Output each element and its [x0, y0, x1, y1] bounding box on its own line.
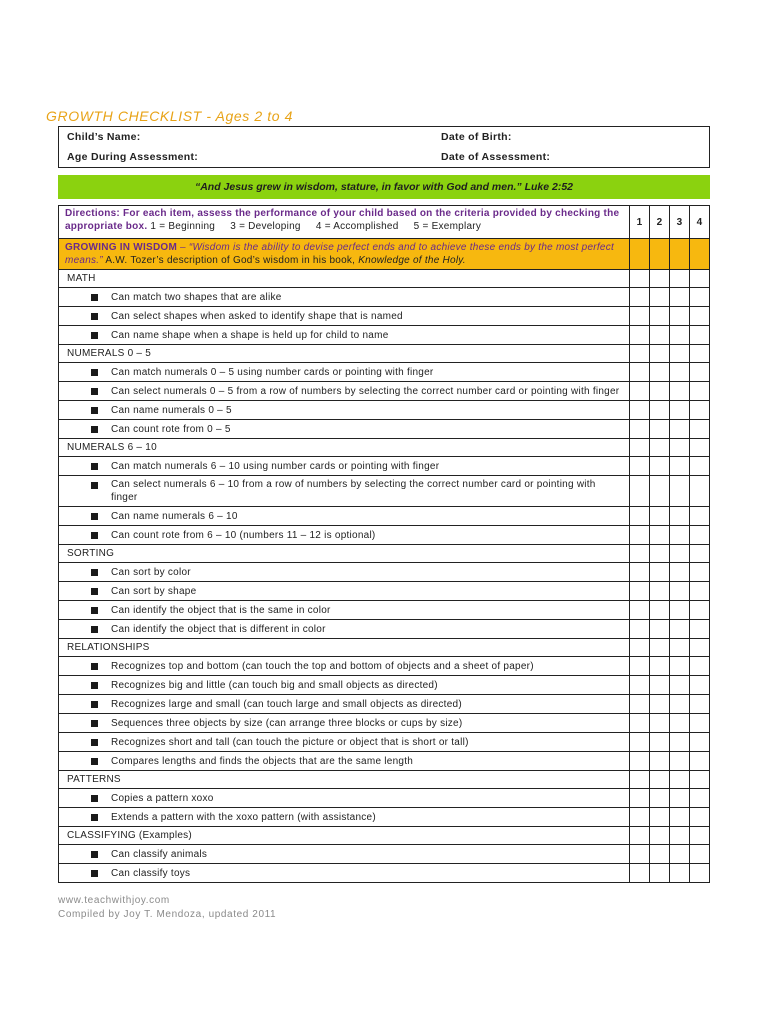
section-cell-1 — [630, 771, 650, 789]
rating-box-4[interactable] — [690, 401, 710, 420]
rating-box-4[interactable] — [690, 714, 710, 733]
rating-box-1[interactable] — [630, 695, 650, 714]
section-cell-2 — [650, 639, 670, 657]
checklist-item — [59, 601, 630, 620]
rating-box-2[interactable] — [650, 582, 670, 601]
checklist-table — [58, 205, 710, 883]
rating-box-2[interactable] — [650, 363, 670, 382]
checklist-item-row — [59, 789, 710, 808]
section-cell-1 — [630, 345, 650, 363]
square-bullet-icon — [91, 513, 98, 520]
rating-box-4[interactable] — [690, 620, 710, 639]
section-cell-4 — [690, 345, 710, 363]
square-bullet-icon — [91, 795, 98, 802]
checklist-item-row — [59, 288, 710, 307]
column-header-2: 2 — [650, 206, 670, 239]
checklist-item — [59, 714, 630, 733]
directions-cell — [59, 206, 630, 239]
rating-box-3[interactable] — [670, 382, 690, 401]
rating-box-3[interactable] — [670, 789, 690, 808]
checklist-item-row — [59, 752, 710, 771]
rating-box-4[interactable] — [690, 845, 710, 864]
checklist-item-row — [59, 526, 710, 545]
checklist-item — [59, 507, 630, 526]
checklist-item-row — [59, 845, 710, 864]
checklist-item — [59, 526, 630, 545]
rating-box-3[interactable] — [670, 864, 690, 883]
section-cell-1 — [630, 545, 650, 563]
square-bullet-icon — [91, 814, 98, 821]
section-cell-2 — [650, 771, 670, 789]
square-bullet-icon — [91, 532, 98, 539]
checklist-item-row — [59, 733, 710, 752]
directions-row — [59, 206, 710, 239]
rating-box-2[interactable] — [650, 457, 670, 476]
rating-box-1[interactable] — [630, 733, 650, 752]
growing-cell-2 — [650, 239, 670, 270]
checklist-item — [59, 676, 630, 695]
rating-box-1[interactable] — [630, 526, 650, 545]
checklist-item-row — [59, 363, 710, 382]
rating-box-2[interactable] — [650, 864, 670, 883]
rating-box-3[interactable] — [670, 307, 690, 326]
rating-box-4[interactable] — [690, 676, 710, 695]
rating-box-1[interactable] — [630, 657, 650, 676]
growing-attribution: A.W. Tozer’s description of God’s wisdom in his book, — [102, 255, 359, 266]
rating-box-2[interactable] — [650, 752, 670, 771]
rating-box-3[interactable] — [670, 676, 690, 695]
checklist-item-text: Can name shape when a shape is held up for child to name — [111, 329, 389, 341]
rating-box-3[interactable] — [670, 714, 690, 733]
checklist-item — [59, 326, 630, 345]
rating-box-4[interactable] — [690, 326, 710, 345]
rating-box-1[interactable] — [630, 457, 650, 476]
rating-box-2[interactable] — [650, 288, 670, 307]
square-bullet-icon — [91, 588, 98, 595]
rating-box-1[interactable] — [630, 363, 650, 382]
child-name-label: Child’s Name: — [59, 127, 442, 148]
checklist-item-row — [59, 476, 710, 507]
checklist-item-text: Can sort by color — [111, 566, 191, 578]
section-cell-2 — [650, 345, 670, 363]
rating-box-4[interactable] — [690, 695, 710, 714]
section-cell-3 — [670, 439, 690, 457]
column-header-3: 3 — [670, 206, 690, 239]
rating-box-4[interactable] — [690, 657, 710, 676]
compiled-by: Compiled by Joy T. Mendoza, updated 2011 — [58, 909, 277, 920]
rating-box-1[interactable] — [630, 507, 650, 526]
checklist-item-text: Can count rote from 0 – 5 — [111, 423, 231, 435]
page-title: GROWTH CHECKLIST - Ages 2 to 4 — [46, 108, 293, 124]
rating-box-1[interactable] — [630, 845, 650, 864]
rating-box-3[interactable] — [670, 733, 690, 752]
rating-box-4[interactable] — [690, 288, 710, 307]
checklist-item-text: Can match numerals 0 – 5 using number cards or pointing with finger — [111, 366, 434, 378]
checklist-item-text: Recognizes top and bottom (can touch the top and bottom of objects and a sheet of paper) — [111, 660, 534, 672]
rating-box-1[interactable] — [630, 789, 650, 808]
section-header-row — [59, 439, 710, 457]
section-title: CLASSIFYING (Examples) — [59, 827, 630, 845]
rating-box-3[interactable] — [670, 526, 690, 545]
rating-box-1[interactable] — [630, 676, 650, 695]
growing-cell-3 — [670, 239, 690, 270]
checklist-item-row — [59, 714, 710, 733]
checklist-item — [59, 420, 630, 439]
rating-box-3[interactable] — [670, 420, 690, 439]
square-bullet-icon — [91, 720, 98, 727]
checklist-item — [59, 307, 630, 326]
checklist-item — [59, 288, 630, 307]
square-bullet-icon — [91, 294, 98, 301]
square-bullet-icon — [91, 426, 98, 433]
section-cell-4 — [690, 270, 710, 288]
rating-box-2[interactable] — [650, 620, 670, 639]
checklist-item — [59, 789, 630, 808]
rating-box-3[interactable] — [670, 476, 690, 507]
rating-box-2[interactable] — [650, 401, 670, 420]
checklist-item-text: Extends a pattern with the xoxo pattern (with assistance) — [111, 811, 376, 823]
rating-box-1[interactable] — [630, 714, 650, 733]
rating-box-1[interactable] — [630, 582, 650, 601]
rating-box-1[interactable] — [630, 601, 650, 620]
checklist-item-row — [59, 563, 710, 582]
rating-box-2[interactable] — [650, 507, 670, 526]
rating-box-2[interactable] — [650, 526, 670, 545]
checklist-item-text: Copies a pattern xoxo — [111, 792, 214, 804]
rating-box-4[interactable] — [690, 363, 710, 382]
square-bullet-icon — [91, 388, 98, 395]
rating-box-4[interactable] — [690, 476, 710, 507]
checklist-item — [59, 363, 630, 382]
section-header-row — [59, 545, 710, 563]
section-cell-3 — [670, 545, 690, 563]
rating-box-4[interactable] — [690, 420, 710, 439]
rating-box-2[interactable] — [650, 563, 670, 582]
rating-box-4[interactable] — [690, 307, 710, 326]
square-bullet-icon — [91, 607, 98, 614]
rating-box-4[interactable] — [690, 789, 710, 808]
growing-dash: – — [177, 242, 189, 253]
growing-heading: GROWING IN WISDOM — [65, 242, 178, 253]
checklist-item — [59, 620, 630, 639]
rating-box-2[interactable] — [650, 326, 670, 345]
checklist-item-row — [59, 808, 710, 827]
checklist-item-row — [59, 420, 710, 439]
section-title: MATH — [59, 270, 630, 288]
checklist-item — [59, 864, 630, 883]
growing-in-wisdom-cell — [59, 239, 630, 270]
square-bullet-icon — [91, 758, 98, 765]
rating-box-2[interactable] — [650, 307, 670, 326]
checklist-item-text: Can match numerals 6 – 10 using number cards or pointing with finger — [111, 460, 440, 472]
rating-box-4[interactable] — [690, 507, 710, 526]
checklist-item-row — [59, 864, 710, 883]
checklist-item — [59, 476, 630, 507]
rating-box-4[interactable] — [690, 601, 710, 620]
date-of-birth-label: Date of Birth: — [441, 127, 710, 148]
rating-box-1[interactable] — [630, 864, 650, 883]
rating-box-4[interactable] — [690, 382, 710, 401]
rating-box-3[interactable] — [670, 620, 690, 639]
checklist-item — [59, 401, 630, 420]
section-cell-4 — [690, 545, 710, 563]
section-cell-3 — [670, 771, 690, 789]
rating-box-2[interactable] — [650, 695, 670, 714]
rating-box-3[interactable] — [670, 808, 690, 827]
rating-box-2[interactable] — [650, 733, 670, 752]
square-bullet-icon — [91, 463, 98, 470]
square-bullet-icon — [91, 332, 98, 339]
checklist-item-text: Can classify toys — [111, 867, 191, 879]
checklist-item — [59, 733, 630, 752]
rating-box-3[interactable] — [670, 752, 690, 771]
rating-box-2[interactable] — [650, 382, 670, 401]
rating-box-1[interactable] — [630, 382, 650, 401]
square-bullet-icon — [91, 407, 98, 414]
checklist-item-text: Sequences three objects by size (can arrange three blocks or cups by size) — [111, 717, 463, 729]
checklist-item — [59, 563, 630, 582]
growing-book: Knowledge of the Holy. — [358, 255, 466, 266]
section-cell-4 — [690, 439, 710, 457]
rating-box-2[interactable] — [650, 476, 670, 507]
checklist-item-text: Can identify the object that is the same in color — [111, 604, 331, 616]
square-bullet-icon — [91, 851, 98, 858]
checklist-item-text: Compares lengths and finds the objects that are the same length — [111, 755, 414, 767]
rating-box-3[interactable] — [670, 288, 690, 307]
section-title: PATTERNS — [59, 771, 630, 789]
square-bullet-icon — [91, 626, 98, 633]
section-cell-1 — [630, 827, 650, 845]
rating-box-3[interactable] — [670, 657, 690, 676]
checklist-item-row — [59, 307, 710, 326]
checklist-item-row — [59, 457, 710, 476]
rating-box-3[interactable] — [670, 326, 690, 345]
checklist-item — [59, 808, 630, 827]
rating-box-1[interactable] — [630, 401, 650, 420]
section-cell-3 — [670, 639, 690, 657]
checklist-item-row — [59, 601, 710, 620]
section-cell-4 — [690, 639, 710, 657]
checklist-item-row — [59, 326, 710, 345]
checklist-item — [59, 752, 630, 771]
rating-box-2[interactable] — [650, 420, 670, 439]
square-bullet-icon — [91, 870, 98, 877]
growing-cell-1 — [630, 239, 650, 270]
checklist-item-text: Can name numerals 6 – 10 — [111, 510, 238, 522]
verse-banner — [58, 175, 710, 199]
section-cell-3 — [670, 270, 690, 288]
section-cell-2 — [650, 439, 670, 457]
rating-box-3[interactable] — [670, 401, 690, 420]
footer — [58, 894, 276, 922]
rating-box-3[interactable] — [670, 457, 690, 476]
square-bullet-icon — [91, 701, 98, 708]
column-header-1: 1 — [630, 206, 650, 239]
rating-box-1[interactable] — [630, 288, 650, 307]
growing-in-wisdom-row — [59, 239, 710, 270]
rating-scale: 1 = Beginning 3 = Developing 4 = Accomplished 5 = Exemplary — [150, 221, 482, 232]
rating-box-2[interactable] — [650, 789, 670, 808]
rating-box-4[interactable] — [690, 563, 710, 582]
checklist-item — [59, 457, 630, 476]
date-of-assessment-label: Date of Assessment: — [441, 147, 710, 168]
section-header-row — [59, 270, 710, 288]
rating-box-4[interactable] — [690, 582, 710, 601]
checklist-item-text: Can select shapes when asked to identify shape that is named — [111, 310, 403, 322]
checklist-item-row — [59, 695, 710, 714]
rating-box-1[interactable] — [630, 476, 650, 507]
rating-box-4[interactable] — [690, 864, 710, 883]
checklist-item — [59, 382, 630, 401]
checklist-item — [59, 845, 630, 864]
rating-box-4[interactable] — [690, 752, 710, 771]
column-header-4: 4 — [690, 206, 710, 239]
website-link[interactable]: www.teachwithjoy.com — [58, 895, 170, 906]
rating-box-2[interactable] — [650, 657, 670, 676]
checklist-item-text: Can identify the object that is different in color — [111, 623, 326, 635]
checklist-item-text: Can select numerals 6 – 10 from a row of numbers by selecting the correct number card or pointing with finger — [111, 479, 596, 503]
directions-text: Directions: For each item, assess the performance of your child based on the criteria provided by checking the appropriate box. — [65, 208, 620, 232]
verse-text: “And Jesus grew in wisdom, stature, in favor with God and men.” Luke 2:52 — [194, 181, 574, 193]
rating-box-3[interactable] — [670, 845, 690, 864]
checklist-item-text: Can sort by shape — [111, 585, 197, 597]
checklist-item-text: Can name numerals 0 – 5 — [111, 404, 232, 416]
section-header-row — [59, 345, 710, 363]
age-during-assessment-label: Age During Assessment: — [59, 147, 442, 168]
square-bullet-icon — [91, 663, 98, 670]
section-cell-1 — [630, 639, 650, 657]
rating-box-1[interactable] — [630, 752, 650, 771]
checklist-item-text: Can classify animals — [111, 848, 208, 860]
checklist-item-row — [59, 507, 710, 526]
section-title: NUMERALS 6 – 10 — [59, 439, 630, 457]
rating-box-2[interactable] — [650, 845, 670, 864]
checklist-item — [59, 695, 630, 714]
checklist-item-text: Can select numerals 0 – 5 from a row of numbers by selecting the correct number card or pointing with finger — [111, 385, 620, 397]
checklist-item — [59, 582, 630, 601]
rating-box-3[interactable] — [670, 563, 690, 582]
section-cell-3 — [670, 345, 690, 363]
checklist-item-text: Can count rote from 6 – 10 (numbers 11 – 12 is optional) — [111, 529, 376, 541]
rating-box-3[interactable] — [670, 507, 690, 526]
section-cell-2 — [650, 827, 670, 845]
section-title: RELATIONSHIPS — [59, 639, 630, 657]
square-bullet-icon — [91, 313, 98, 320]
checklist-item-text: Recognizes short and tall (can touch the picture or object that is short or tall) — [111, 736, 469, 748]
child-info-table — [58, 126, 710, 168]
rating-box-3[interactable] — [670, 695, 690, 714]
growing-quote: “Wisdom is the ability to devise perfect ends and to achieve these ends by the most perfect means.” — [65, 242, 614, 266]
square-bullet-icon — [91, 739, 98, 746]
rating-box-2[interactable] — [650, 714, 670, 733]
section-cell-1 — [630, 270, 650, 288]
section-cell-2 — [650, 545, 670, 563]
checklist-item-row — [59, 676, 710, 695]
section-cell-2 — [650, 270, 670, 288]
rating-box-3[interactable] — [670, 601, 690, 620]
rating-box-4[interactable] — [690, 526, 710, 545]
square-bullet-icon — [91, 682, 98, 689]
section-header-row — [59, 639, 710, 657]
rating-box-1[interactable] — [630, 326, 650, 345]
rating-box-2[interactable] — [650, 601, 670, 620]
checklist-item-row — [59, 401, 710, 420]
rating-box-1[interactable] — [630, 620, 650, 639]
rating-box-2[interactable] — [650, 808, 670, 827]
section-cell-1 — [630, 439, 650, 457]
checklist-item-row — [59, 582, 710, 601]
rating-box-3[interactable] — [670, 363, 690, 382]
rating-box-4[interactable] — [690, 457, 710, 476]
square-bullet-icon — [91, 569, 98, 576]
checklist-item — [59, 657, 630, 676]
section-cell-3 — [670, 827, 690, 845]
section-cell-4 — [690, 827, 710, 845]
section-header-row — [59, 771, 710, 789]
rating-box-2[interactable] — [650, 676, 670, 695]
section-title: NUMERALS 0 – 5 — [59, 345, 630, 363]
section-header-row — [59, 827, 710, 845]
square-bullet-icon — [91, 482, 98, 489]
rating-box-4[interactable] — [690, 808, 710, 827]
section-title: SORTING — [59, 545, 630, 563]
checklist-item-row — [59, 657, 710, 676]
rating-box-1[interactable] — [630, 307, 650, 326]
growing-cell-4 — [690, 239, 710, 270]
checklist-item-text: Recognizes large and small (can touch large and small objects as directed) — [111, 698, 462, 710]
checklist-item-text: Recognizes big and little (can touch big and small objects as directed) — [111, 679, 438, 691]
square-bullet-icon — [91, 369, 98, 376]
checklist-item-row — [59, 620, 710, 639]
rating-box-4[interactable] — [690, 733, 710, 752]
rating-box-1[interactable] — [630, 808, 650, 827]
rating-box-1[interactable] — [630, 420, 650, 439]
section-cell-4 — [690, 771, 710, 789]
rating-box-1[interactable] — [630, 563, 650, 582]
checklist-item-text: Can match two shapes that are alike — [111, 291, 282, 303]
checklist-item-row — [59, 382, 710, 401]
rating-box-3[interactable] — [670, 582, 690, 601]
